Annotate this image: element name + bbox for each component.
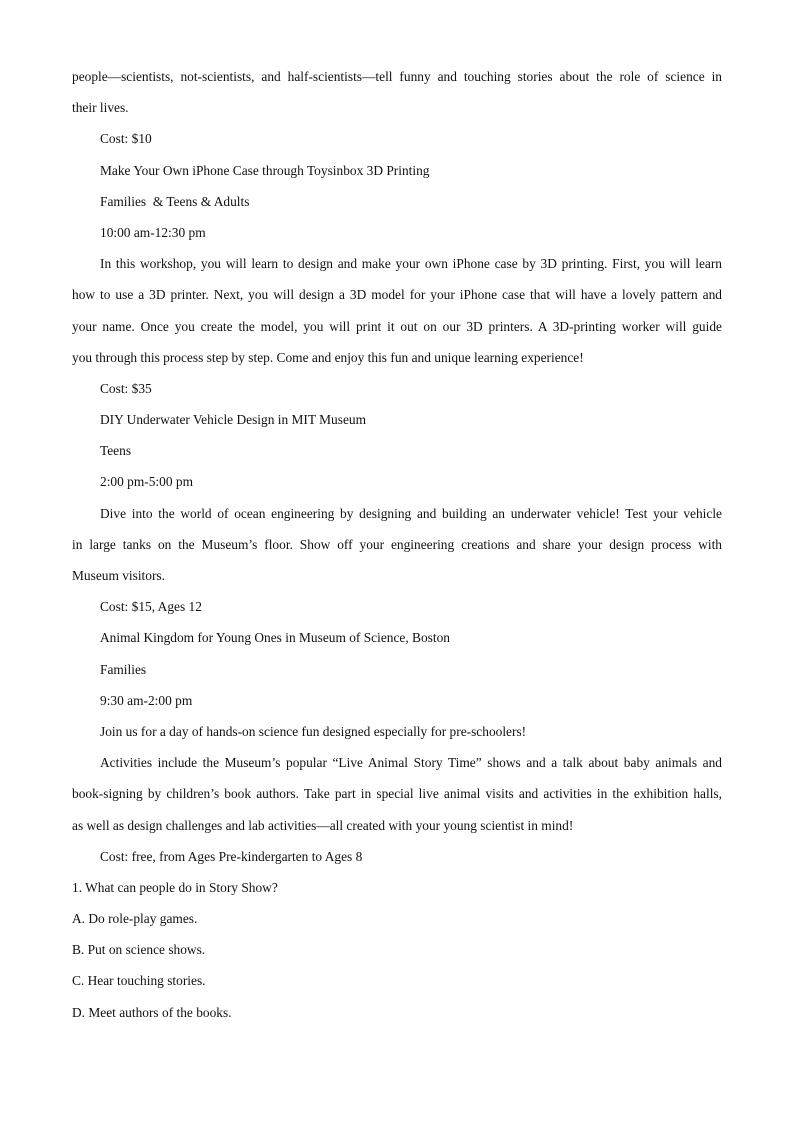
intro-line-1: people—scientists, not-scientists, and half-scientists—tell funny and touching stories about the role of science in xyxy=(72,69,722,84)
event-3-title: Animal Kingdom for Young Ones in Museum of Science, Boston xyxy=(100,630,450,646)
option-b: B. Put on science shows. xyxy=(72,942,206,958)
event-1-cost: Cost: $35 xyxy=(100,380,152,396)
option-a: A. Do role-play games. xyxy=(72,911,198,927)
event-3-time: 9:30 am-2:00 pm xyxy=(100,692,193,708)
event-2-description-line-3: Museum visitors. xyxy=(72,568,165,583)
event-1-audience: Families & Teens & Adults xyxy=(100,193,250,209)
event-2-audience: Teens xyxy=(100,443,132,459)
event-3-description-line-1: Activities include the Museum’s popular “Live Animal Story Time” shows and a talk about baby animals and xyxy=(100,755,722,771)
event-2-description-line-2: in large tanks on the Museum’s floor. Show off your engineering creations and share your design process with xyxy=(72,536,722,552)
event-2-description-line-1: Dive into the world of ocean engineering by designing and building an underwater vehicle! Test your vehicle xyxy=(100,505,722,521)
question-stem: 1. What can people do in Story Show? xyxy=(72,879,278,895)
event-2-cost: Cost: $15, Ages 12 xyxy=(100,599,202,615)
intro-cost: Cost: $10 xyxy=(100,131,152,147)
event-3-cost: Cost: free, from Ages Pre-kindergarten to Ages 8 xyxy=(100,848,363,864)
event-1-description-line-1: In this workshop, you will learn to design and make your own iPhone case by 3D printing. First, you will learn xyxy=(100,256,722,272)
event-2-time: 2:00 pm-5:00 pm xyxy=(100,474,193,490)
event-1-description-line-4: you through this process step by step. Come and enjoy this fun and unique learning experience! xyxy=(72,349,584,365)
event-1-title: Make Your Own iPhone Case through Toysinbox 3D Printing xyxy=(100,162,430,178)
document-page xyxy=(72,64,722,1031)
event-1-description-line-2: how to use a 3D printer. Next, you will design a 3D model for your iPhone case that will have a lovely pattern and xyxy=(72,287,722,303)
event-1-time: 10:00 am-12:30 pm xyxy=(100,224,206,240)
option-c: C. Hear touching stories. xyxy=(72,973,206,989)
event-3-description-line-2: book-signing by children’s book authors. Take part in special live animal visits and activities in the exhibition halls, xyxy=(72,786,722,802)
intro-line-2: their lives. xyxy=(72,100,129,116)
event-3-description-intro: Join us for a day of hands-on science fun designed especially for pre-schoolers! xyxy=(100,723,527,739)
event-3-audience: Families xyxy=(100,661,147,677)
event-2-title: DIY Underwater Vehicle Design in MIT Museum xyxy=(100,412,367,428)
event-3-description-line-3: as well as design challenges and lab activities—all created with your young scientist in mind! xyxy=(72,817,574,833)
option-d: D. Meet authors of the books. xyxy=(72,1004,232,1020)
event-1-description-line-3: your name. Once you create the model, you will print it out on our 3D printers. A 3D-printing worker will guide xyxy=(72,318,722,334)
